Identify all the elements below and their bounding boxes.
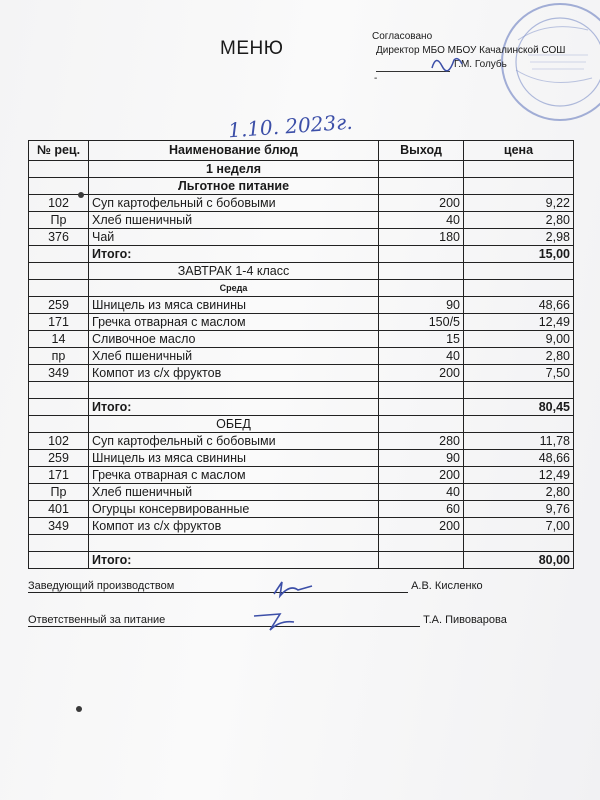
portion-output: 200 [379,467,464,484]
dish-name: Компот из с/х фруктов [89,518,379,535]
dish-name: Суп картофельный с бобовыми [89,433,379,450]
total-row [29,552,574,569]
week-row [29,161,574,178]
empty-row [29,382,574,399]
page-title: МЕНЮ [220,38,284,59]
menu-table [28,140,574,569]
portion-output: 60 [379,501,464,518]
table-row [29,314,574,331]
dish-name: Шницель из мяса свинины [89,450,379,467]
section1-total-label: Итого: [89,246,379,263]
dish-price: 12,49 [464,467,574,484]
approval-signer-row [376,58,565,72]
recipe-code: 349 [29,518,89,535]
nutrition-responsible-signature [250,608,300,634]
table-row [29,348,574,365]
total-row [29,246,574,263]
dish-price: 12,49 [464,314,574,331]
total-row [29,399,574,416]
production-manager-name: А.В. Кисленко [411,580,483,592]
director-signature [428,50,468,74]
table-row [29,518,574,535]
section1-body [29,195,574,246]
portion-output: 200 [379,195,464,212]
dish-price: 2,80 [464,348,574,365]
approval-position: Директор МБО МБОУ Качалинской СОШ [376,45,566,56]
section-title-row [29,416,574,433]
recipe-code: 349 [29,365,89,382]
recipe-code: 401 [29,501,89,518]
col-header-code: № рец. [29,141,89,161]
recipe-code: 171 [29,467,89,484]
table-row [29,484,574,501]
portion-output: 150/5 [379,314,464,331]
dish-name: Чай [89,229,379,246]
dish-price: 9,22 [464,195,574,212]
dish-name: Гречка отварная с маслом [89,467,379,484]
section1-total: 15,00 [464,246,574,263]
recipe-code: 259 [29,297,89,314]
portion-output: 180 [379,229,464,246]
approval-signer-name: Г.М. Голубь [454,59,507,70]
empty-row [29,535,574,552]
approval-block [372,30,565,86]
week-label: 1 неделя [89,161,379,178]
approval-caption: Согласовано [372,31,433,42]
handwritten-date: 1.10. 2023г. [227,109,354,143]
dish-price: 9,00 [464,331,574,348]
section3-total-label: Итого: [89,552,379,569]
dish-price: 7,00 [464,518,574,535]
nutrition-responsible-name: Т.А. Пивоварова [423,614,507,626]
recipe-code: 102 [29,433,89,450]
dish-name: Огурцы консервированные [89,501,379,518]
portion-output: 200 [379,518,464,535]
table-row [29,501,574,518]
dish-name: Сливочное масло [89,331,379,348]
dish-price: 2,80 [464,212,574,229]
section3-title: ОБЕД [89,416,379,433]
dish-price: 48,66 [464,297,574,314]
section2-body [29,297,574,382]
section-title-row [29,178,574,195]
recipe-code: Пр [29,212,89,229]
table-row [29,365,574,382]
approval-dash: - [374,73,378,84]
punch-mark [78,192,84,198]
table-row [29,297,574,314]
recipe-code: пр [29,348,89,365]
table-row [29,229,574,246]
dish-name: Суп картофельный с бобовыми [89,195,379,212]
portion-output: 40 [379,212,464,229]
section2-total: 80,45 [464,399,574,416]
section2-total-label: Итого: [89,399,379,416]
section2-title: ЗАВТРАК 1-4 класс [89,263,379,280]
dish-price: 48,66 [464,450,574,467]
table-row [29,195,574,212]
recipe-code: Пр [29,484,89,501]
dish-price: 2,98 [464,229,574,246]
nutrition-responsible-label: Ответственный за питание [28,614,420,627]
day-row [29,280,574,297]
dish-name: Гречка отварная с маслом [89,314,379,331]
portion-output: 200 [379,365,464,382]
dish-price: 9,76 [464,501,574,518]
recipe-code: 171 [29,314,89,331]
table-row [29,433,574,450]
col-header-output: Выход [379,141,464,161]
dish-name: Хлеб пшеничный [89,348,379,365]
portion-output: 90 [379,450,464,467]
recipe-code: 376 [29,229,89,246]
dish-price: 11,78 [464,433,574,450]
recipe-code: 259 [29,450,89,467]
section1-title: Льготное питание [89,178,379,195]
recipe-code: 14 [29,331,89,348]
dish-name: Компот из с/х фруктов [89,365,379,382]
table-row [29,450,574,467]
section3-total: 80,00 [464,552,574,569]
table-row [29,467,574,484]
dish-name: Хлеб пшеничный [89,212,379,229]
dish-price: 2,80 [464,484,574,501]
dish-price: 7,50 [464,365,574,382]
punch-mark [76,706,82,712]
section3-body [29,433,574,535]
dish-name: Хлеб пшеничный [89,484,379,501]
portion-output: 40 [379,484,464,501]
portion-output: 15 [379,331,464,348]
recipe-code: 102 [29,195,89,212]
col-header-name: Наименование блюд [89,141,379,161]
section-title-row [29,263,574,280]
production-manager-label: Заведующий производством [28,580,408,593]
portion-output: 40 [379,348,464,365]
table-row [29,212,574,229]
portion-output: 280 [379,433,464,450]
table-header-row [29,141,574,161]
production-manager-signature [268,576,318,602]
col-header-price: цена [464,141,574,161]
table-row [29,331,574,348]
section2-day: Среда [89,280,379,297]
portion-output: 90 [379,297,464,314]
nutrition-responsible-line [28,614,573,627]
dish-name: Шницель из мяса свинины [89,297,379,314]
